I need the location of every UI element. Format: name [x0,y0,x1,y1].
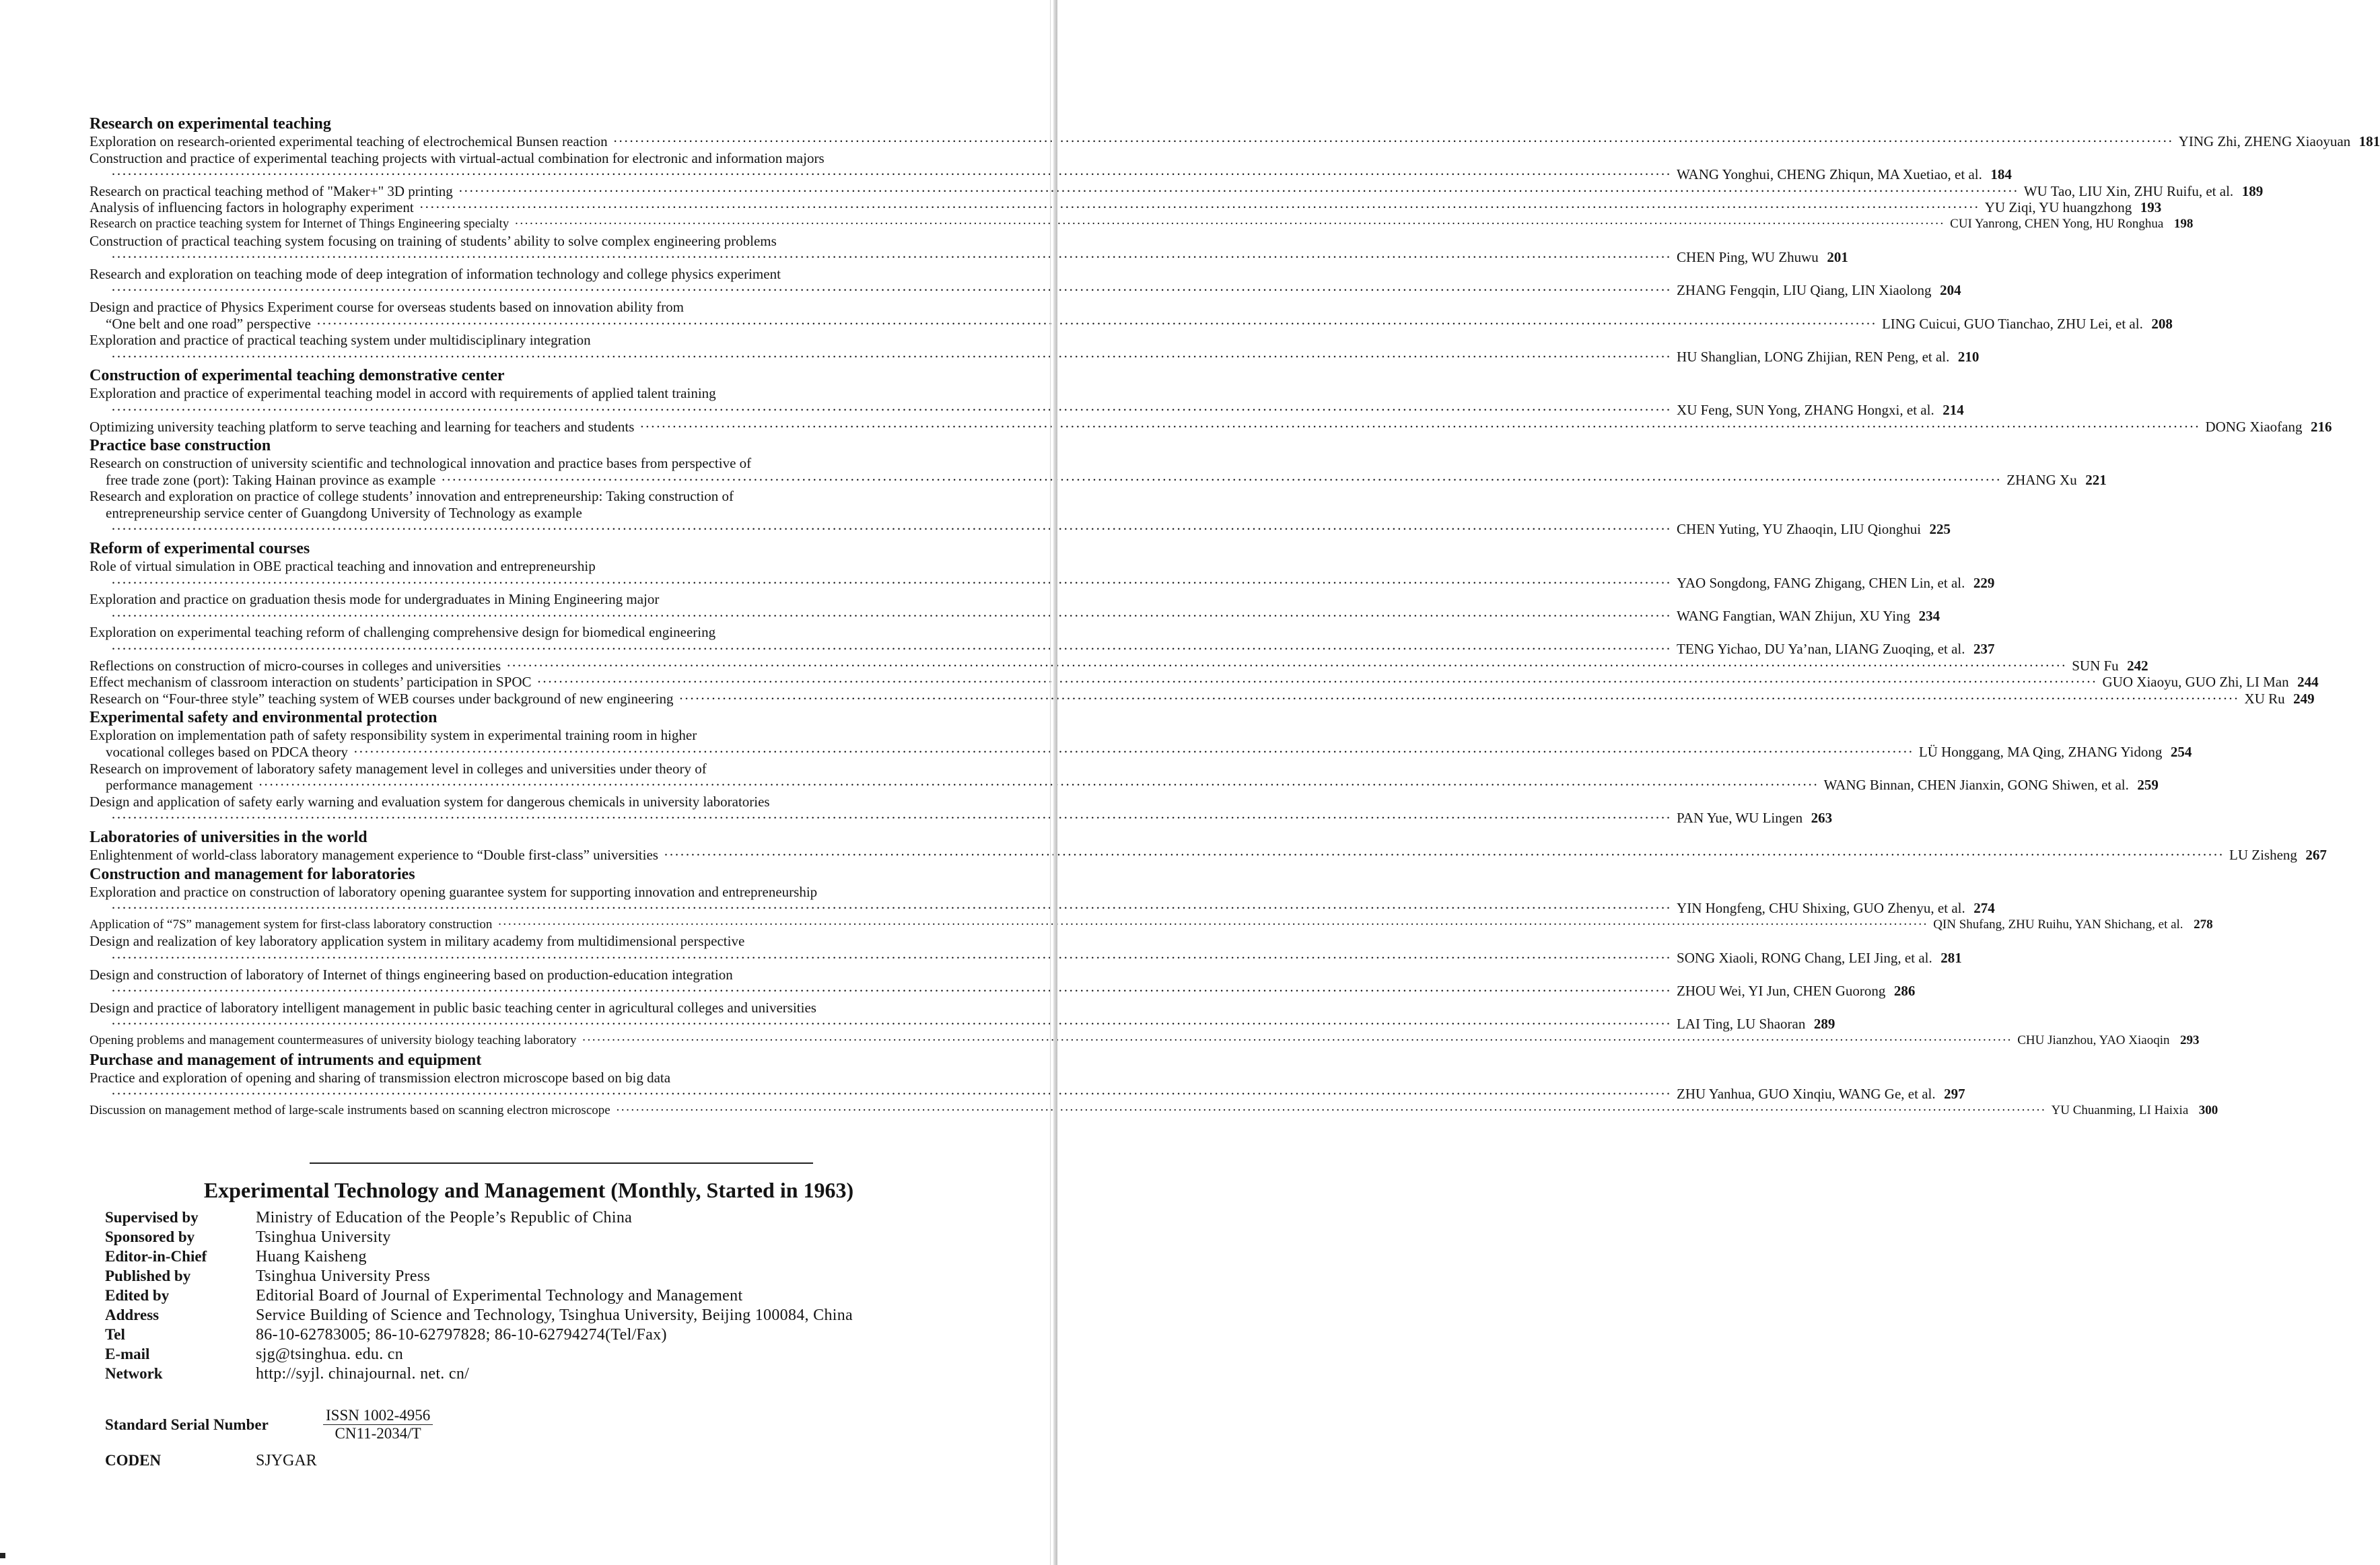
divider [310,1162,813,1164]
toc-entry [90,846,2327,864]
issn-number: ISSN 1002-4956 [323,1407,433,1425]
entry-authors: GUO Xiaoyu, GUO Zhi, LI Man [2102,674,2289,691]
masthead-value: Editorial Board of Journal of Experimental Technology and Management [256,1287,743,1305]
entry-page-number: 300 [2198,1103,2218,1117]
entry-leader-line [90,917,2213,934]
toc-entry [90,917,2213,934]
toc-entry [90,883,1995,917]
masthead-label: Tel [105,1326,125,1343]
toc-entry [90,1069,1965,1103]
entry-leader-line [90,401,1964,419]
toc-entry [90,727,2192,760]
entry-page-number: 221 [2085,471,2107,488]
serial-numbers [323,1407,433,1442]
toc-entry [90,966,1916,1000]
entry-page-number: 214 [1943,401,1964,418]
toc-entry [90,232,1848,266]
entry-authors: YING Zhi, ZHENG Xiaoyuan [2178,133,2351,149]
toc-entry [90,999,1835,1033]
entry-title: Enlightenment of world-class laboratory management experience to “Double first-class” universities [90,846,658,863]
dot-leader [509,216,1950,233]
section-heading: Research on experimental teaching [90,115,331,133]
entry-page-number: 198 [2173,216,2194,231]
entry-page-number: 263 [1811,810,1833,827]
dot-leader [106,575,1677,592]
entry-leader-line [90,607,1940,625]
entry-leader-line [90,674,2319,691]
page-edge [1053,0,1057,1565]
dot-leader [106,641,1677,658]
entry-leader-line [90,983,1916,1000]
dot-leader [106,810,1677,827]
entry-leader-line [90,1033,2200,1049]
serial-label: Standard Serial Number [105,1416,269,1433]
entry-authors: LU Zisheng [2229,846,2297,863]
entry-leader-line [90,166,2012,183]
toc-entry [90,933,1962,966]
entry-title-line: Role of virtual simulation in OBE practical teaching and innovation and entrepreneurship [90,558,596,575]
entry-title-line: Exploration on experimental teaching reform of challenging comprehensive design for biomedical engineering [90,624,716,641]
entry-title: Effect mechanism of classroom interaction on students’ participation in SPOC [90,674,532,691]
masthead-row [105,1228,853,1248]
masthead-value: http://syjl. chinajournal. net. cn/ [256,1365,470,1383]
dot-leader [610,1103,2052,1119]
dot-leader [106,402,1677,419]
masthead-row [105,1248,853,1267]
cn-number: CN11-2034/T [335,1425,421,1442]
dot-leader [414,199,1985,216]
dot-leader [348,744,1919,761]
dot-leader [106,950,1677,967]
dot-leader [106,900,1677,917]
entry-authors: TENG Yichao, DU Ya’nan, LIANG Zuoqing, et al. [1677,641,1965,658]
dot-leader [106,608,1677,625]
entry-page-number: 210 [1957,348,1980,365]
entry-leader-line [90,348,1980,366]
entry-authors: QIN Shufang, ZHU Ruihu, YAN Shichang, et al. [1933,917,2183,932]
entry-title-line: Design and application of safety early warning and evaluation system for dangerous chemicals in university laboratories [90,793,770,810]
entry-leader-line [90,777,2159,794]
entry-leader-line [90,641,1995,658]
masthead-row [105,1267,853,1287]
dot-leader [311,316,1882,333]
entry-title: Research on practice teaching system for Internet of Things Engineering specialty [90,216,510,231]
entry-title: Discussion on management method of large-scale instruments based on scanning electron microscope [90,1103,610,1117]
toc-entry [90,591,1940,624]
entry-authors: CHU Jianzhou, YAO Xiaoqin [2017,1033,2170,1047]
entry-title-line: Research on improvement of laboratory safety management level in colleges and universities under theory of [90,760,707,777]
entry-title: Application of “7S” management system for first-class laboratory construction [90,917,493,932]
entry-title-line: Design and practice of Physics Experiment course for overseas students based on innovation ability from [90,298,684,315]
entry-page-number: 204 [1940,282,1961,299]
masthead-label: Supervised by [105,1209,199,1226]
entry-leader-line [90,1103,2218,1119]
entry-page-number: 237 [1973,641,1995,658]
toc-entry [90,265,1961,299]
entry-page-number: 208 [2151,315,2173,332]
toc-entry [90,690,2315,707]
entry-title-line: Exploration and practice on graduation thesis mode for undergraduates in Mining Engineering major [90,591,660,608]
entry-title: Research on “Four-three style” teaching system of WEB courses under background of new engineering [90,690,674,707]
entry-authors: LÜ Honggang, MA Qing, ZHANG Yidong [1918,744,2163,760]
entry-leader-line [90,418,2332,436]
entry-leader-line [90,249,1848,266]
toc-entry [90,455,2107,488]
section-heading: Construction and management for laboratories [90,865,415,883]
entry-page-number: 259 [2137,777,2159,794]
entry-page-number: 234 [1918,607,1940,624]
entry-title: performance management [106,777,253,794]
dot-leader [532,674,2103,691]
coden-value: SJYGAR [256,1452,317,1469]
entry-authors: WU Tao, LIU Xin, ZHU Ruifu, et al. [2023,182,2234,199]
entry-page-number: 254 [2170,744,2192,760]
entry-leader-line [90,574,1995,592]
entry-title: Reflections on construction of micro-courses in colleges and universities [90,657,501,674]
toc-entry [90,199,2162,216]
entry-leader-line [90,1016,1835,1033]
entry-page-number: 201 [1827,249,1848,266]
entry-authors: XU Ru [2244,690,2285,707]
entry-authors: YU Ziqi, YU huangzhong [1984,199,2132,216]
masthead-row [105,1365,853,1385]
entry-page-number: 278 [2194,917,2213,932]
entry-authors: LING Cuicui, GUO Tianchao, ZHU Lei, et al. [1881,315,2143,332]
dot-leader [106,166,1677,183]
entry-title-line: Construction and practice of experimental teaching projects with virtual-actual combination for electronic and information majors [90,149,825,166]
toc-entry [90,760,2159,794]
entry-authors: WANG Binnan, CHEN Jianxin, GONG Shiwen, et al. [1823,777,2129,794]
dot-leader [658,847,2229,864]
masthead-value: Huang Kaisheng [256,1248,367,1265]
entry-leader-line [90,846,2327,864]
entry-page-number: 189 [2241,182,2264,199]
section-heading: Construction of experimental teaching demonstrative center [90,367,505,385]
entry-page-number: 297 [1944,1086,1965,1103]
scan-mark [0,1553,5,1558]
coden-label: CODEN [105,1452,162,1469]
entry-authors: WANG Fangtian, WAN Zhijun, XU Ying [1677,607,1911,624]
entry-leader-line [90,1086,1965,1103]
entry-title-line: Exploration and practice of experimental teaching model in accord with requirements of applied talent training [90,385,716,402]
entry-page-number: 286 [1893,983,1916,1000]
dot-leader [634,419,2205,436]
journal-title: Experimental Technology and Management (Monthly, Started in 1963) [203,1178,854,1202]
entry-page-number: 281 [1940,949,1962,966]
entry-authors: YAO Songdong, FANG Zhigang, CHEN Lin, et al. [1677,574,1965,591]
masthead-value: sjg@tsinghua. edu. cn [256,1346,404,1363]
entry-title: free trade zone (port): Taking Hainan province as example [106,471,436,488]
entry-leader-line [90,690,2315,707]
entry-authors: SONG Xiaoli, RONG Chang, LEI Jing, et al. [1677,949,1932,966]
toc-entry [90,182,2264,200]
entry-authors: ZHANG Fengqin, LIU Qiang, LIN Xiaolong [1677,282,1932,299]
entry-authors: CUI Yanrong, CHEN Yong, HU Ronghua [1950,216,2164,231]
masthead-value: Tsinghua University [256,1228,391,1246]
masthead-label: Sponsored by [105,1228,195,1245]
section-heading: Laboratories of universities in the world [90,828,368,846]
entry-title-line: Exploration on implementation path of safety responsibility system in experimental training room in higher [90,727,697,744]
entry-authors: ZHANG Xu [2006,471,2077,488]
entry-page-number: 184 [1990,166,2012,183]
entry-leader-line [90,657,2148,674]
entry-authors: CHEN Ping, WU Zhuwu [1677,249,1819,266]
entry-page-number: 242 [2127,657,2148,674]
toc-entry [90,624,1995,658]
toc-entry [90,332,1980,365]
toc-entry [90,1033,2200,1049]
entry-authors: SUN Fu [2072,657,2119,674]
entry-leader-line [90,182,2264,200]
entry-title-line: Research and exploration on practice of college students’ innovation and entrepreneurship: Taking construction of [90,488,734,505]
entry-title-line: Practice and exploration of opening and sharing of transmission electron microscope based on big data [90,1069,671,1086]
page-edge-line [1050,0,1051,1565]
section-heading: Practice base construction [90,437,271,455]
toc-entry [90,793,1833,827]
dot-leader [106,1016,1677,1033]
entry-title-line: Research on construction of university scientific and technological innovation and practice bases from perspective of [90,455,752,472]
entry-authors: HU Shanglian, LONG Zhijian, REN Peng, et al. [1677,348,1950,365]
entry-authors: DONG Xiaofang [2205,418,2303,435]
dot-leader [435,472,2006,489]
masthead-label: E-mail [105,1346,150,1362]
section-heading: Reform of experimental courses [90,540,310,558]
entry-title: Optimizing university teaching platform to serve teaching and learning for teachers and students [90,418,635,435]
entry-title: Exploration on research-oriented experimental teaching of electrochemical Bunsen reaction [90,133,608,149]
entry-page-number: 274 [1973,900,1995,917]
entry-title-line: Design and realization of key laboratory application system in military academy from multidimensional perspective [90,933,745,950]
entry-title-line: Design and construction of laboratory of Internet of things engineering based on production-education integration [90,966,733,983]
entry-leader-line [90,744,2192,761]
entry-title: Analysis of influencing factors in holography experiment [90,199,414,216]
entry-page-number: 216 [2311,418,2332,435]
entry-leader-line [90,521,1951,538]
toc-entry [90,657,2148,674]
entry-leader-line [90,810,1833,827]
entry-title-line: entrepreneurship service center of Guangdong University of Technology as example [106,504,582,521]
entry-title: “One belt and one road” perspective [106,315,311,332]
entry-leader-line [90,282,1961,299]
toc-entry [90,385,1964,418]
masthead-info [105,1209,853,1385]
entry-authors: WANG Yonghui, CHENG Zhiqun, MA Xuetiao, et al. [1677,166,1982,183]
toc-entry [90,488,1951,538]
masthead-row [105,1287,853,1307]
entry-leader-line [90,315,2173,333]
entry-title-line: Research and exploration on teaching mode of deep integration of information technology and college physics experiment [90,265,781,282]
masthead-row [105,1326,853,1346]
entry-leader-line [90,133,2380,150]
entry-authors: YU Chuanming, LI Haixia [2051,1103,2189,1117]
dot-leader [501,658,2072,674]
masthead-row [105,1307,853,1326]
toc-entry [90,149,2012,183]
standard-serial-number [105,1407,433,1442]
masthead-label: Edited by [105,1287,170,1304]
entry-leader-line [90,949,1962,967]
section-heading: Purchase and management of intruments and equipment [90,1051,482,1069]
dot-leader [106,983,1677,1000]
entry-authors: XU Feng, SUN Yong, ZHANG Hongxi, et al. [1677,401,1934,418]
toc-entry [90,558,1995,591]
entry-title: Opening problems and management countermeasures of university biology teaching laboratory [90,1033,577,1047]
entry-authors: CHEN Yuting, YU Zhaoqin, LIU Qionghui [1677,521,1922,538]
toc-entry [90,133,2380,150]
entry-title-line: Design and practice of laboratory intelligent management in public basic teaching center in agricultural colleges and universities [90,999,816,1016]
masthead-value: Ministry of Education of the People’s Republic of China [256,1209,633,1226]
toc-entry [90,298,2173,332]
toc-entry [90,216,2194,233]
entry-title-line: Construction of practical teaching system focusing on training of students’ ability to solve complex engineering problems [90,232,777,249]
masthead-label: Network [105,1365,163,1382]
masthead-label: Address [105,1307,160,1323]
masthead-row [105,1209,853,1228]
toc-entry [90,674,2319,691]
entry-authors: PAN Yue, WU Lingen [1677,810,1803,827]
entry-page-number: 181 [2358,133,2380,149]
dot-leader [106,1086,1677,1103]
entry-title-line: Exploration and practice of practical teaching system under multidisciplinary integration [90,332,591,349]
masthead-value: Service Building of Science and Technology, Tsinghua University, Beijing 100084, China [256,1307,853,1324]
entry-page-number: 225 [1929,521,1951,538]
entry-authors: ZHOU Wei, YI Jun, CHEN Guorong [1677,983,1886,1000]
toc-entry [90,418,2332,436]
dot-leader [576,1033,2017,1049]
masthead-value: Tsinghua University Press [256,1267,431,1285]
entry-leader-line [90,199,2162,216]
section-heading: Experimental safety and environmental protection [90,709,438,727]
entry-title: vocational colleges based on PDCA theory [106,744,348,760]
entry-leader-line [90,216,2194,233]
entry-leader-line [90,471,2107,489]
dot-leader [106,521,1677,538]
entry-page-number: 193 [2140,199,2162,216]
entry-page-number: 267 [2305,846,2327,863]
entry-title-line: Exploration and practice on construction of laboratory opening guarantee system for supporting innovation and entrepreneurship [90,883,818,900]
masthead-row [105,1346,853,1365]
table-of-contents [90,113,2380,1119]
masthead-label: Editor-in-Chief [105,1248,207,1265]
dot-leader [492,917,1933,934]
entry-authors: LAI Ting, LU Shaoran [1677,1016,1806,1033]
entry-page-number: 289 [1813,1016,1835,1033]
entry-page-number: 249 [2293,690,2315,707]
entry-page-number: 293 [2179,1033,2200,1047]
toc-entry [90,1103,2218,1119]
masthead-label: Published by [105,1267,191,1284]
coden-row [105,1452,317,1470]
masthead-value: 86-10-62783005; 86-10-62797828; 86-10-62794274(Tel/Fax) [256,1326,667,1344]
entry-page-number: 244 [2297,674,2319,691]
dot-leader [453,183,2024,200]
dot-leader [253,777,1824,794]
entry-title: Research on practical teaching method of "Maker+" 3D printing [90,182,453,199]
entry-authors: YIN Hongfeng, CHU Shixing, GUO Zhenyu, et al. [1677,900,1965,917]
dot-leader [608,133,2179,150]
entry-page-number: 229 [1973,574,1995,591]
dot-leader [106,282,1677,299]
dot-leader [106,349,1677,366]
dot-leader [106,249,1677,266]
entry-authors: ZHU Yanhua, GUO Xinqiu, WANG Ge, et al. [1677,1086,1936,1103]
entry-leader-line [90,900,1995,917]
dot-leader [674,691,2245,707]
